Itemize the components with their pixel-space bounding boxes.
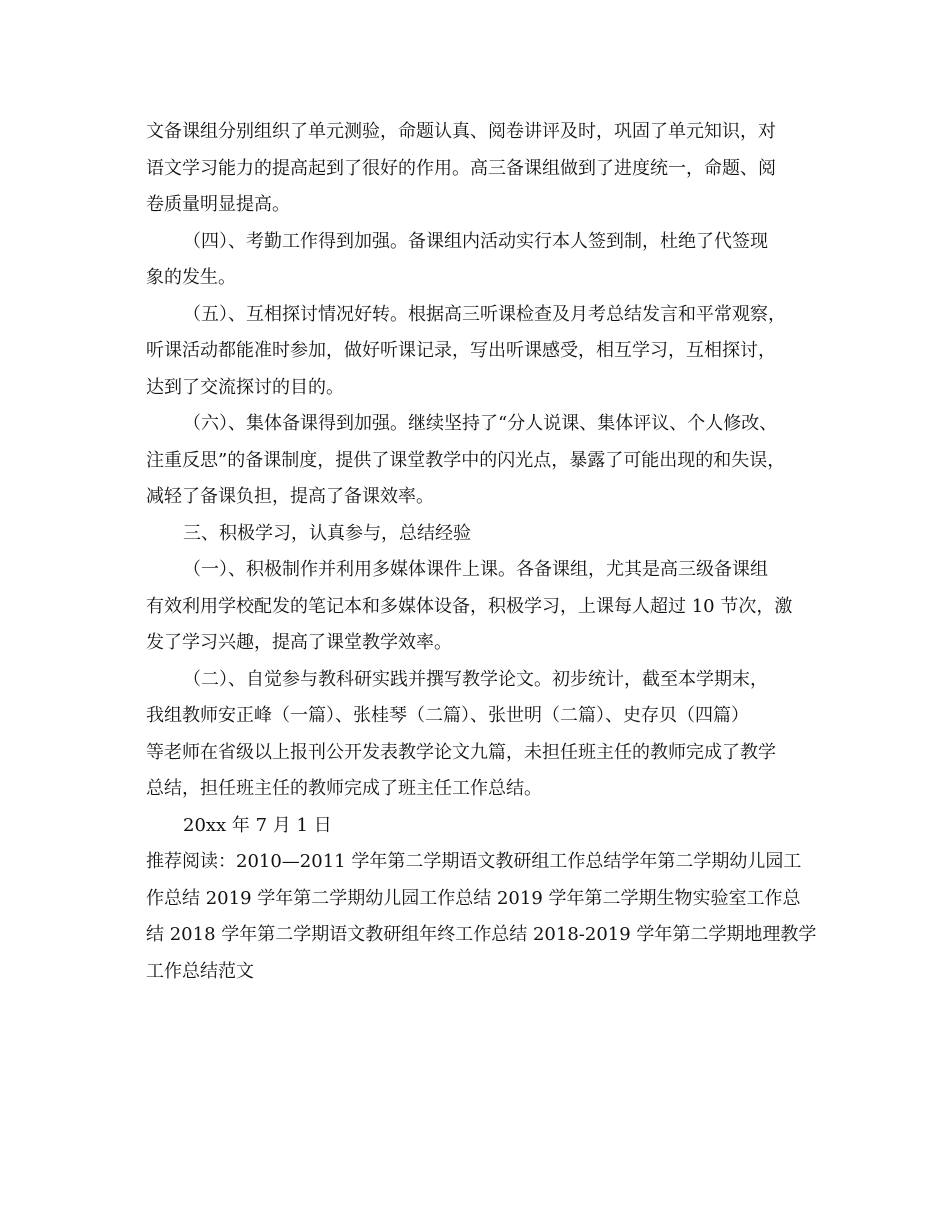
paragraph-five-heading: （五）、互相探讨情况好转。根据高三听课检查及月考总结发言和平常观察， [183,303,786,325]
body-line: 卷质量明显提高。 [146,194,290,215]
recommended-reading: 工作总结范文 [146,960,254,982]
body-line: 我组教师安正峰（一篇）、张桂琴（二篇）、张世明（二篇）、史存贝（四篇） [146,705,749,726]
paragraph-four-heading: （四）、考勤工作得到加强。备课组内活动实行本人签到制，杜绝了代签现 [183,230,768,252]
body-line: 注重反思”的备课制度，提供了课堂教学中的闪光点，暴露了可能出现的和失误， [146,449,786,471]
recommended-reading: 结 2018 学年第二学期语文教研组年终工作总结 2018-2019 学年第二学期地理教学 [146,924,817,945]
body-line: 发了学习兴趣，提高了课堂教学效率。 [146,632,452,653]
body-line: 文备课组分别组织了单元测验，命题认真、阅卷讲评及时，巩固了单元知识，对 [146,121,776,142]
body-line: 总结，担任班主任的教师完成了班主任工作总结。 [146,778,542,799]
body-line: 听课活动都能准时参加，做好听课记录，写出听课感受，相互学习，互相探讨， [146,340,776,361]
body-line: 语文学习能力的提高起到了很好的作用。高三备课组做到了进度统一，命题、阅 [146,157,776,179]
paragraph-six-heading: （六）、集体备课得到加强。继续坚持了“分人说课、集体评议、个人修改、 [183,413,778,434]
body-line: 减轻了备课负担，提高了备课效率。 [146,486,434,507]
document-body [146,114,817,990]
paragraph-one-heading: （一）、积极制作并利用多媒体课件上课。各备课组，尤其是高三级备课组 [183,559,768,580]
recommended-reading: 作总结 2019 学年第二学期幼儿园工作总结 2019 学年第二学期生物实验室工作总 [146,887,801,909]
paragraph-two-heading: （二）、自觉参与教科研实践并撰写教学论文。初步统计，截至本学期末， [183,668,768,690]
body-line: 等老师在省级以上报刊公开发表教学论文九篇，未担任班主任的教师完成了教学 [146,741,776,763]
body-line: 达到了交流探讨的目的。 [146,376,344,398]
body-line: 象的发生。 [146,267,236,288]
body-line: 有效利用学校配发的笔记本和多媒体设备，积极学习，上课每人超过 10 节次，激 [146,595,793,617]
document-date: 20xx 年 7 月 1 日 [183,814,332,836]
recommended-reading: 推荐阅读：2010—2011 学年第二学期语文教研组工作总结学年第二学期幼儿园工 [146,851,802,872]
section-three-heading: 三、积极学习，认真参与，总结经验 [183,522,471,544]
